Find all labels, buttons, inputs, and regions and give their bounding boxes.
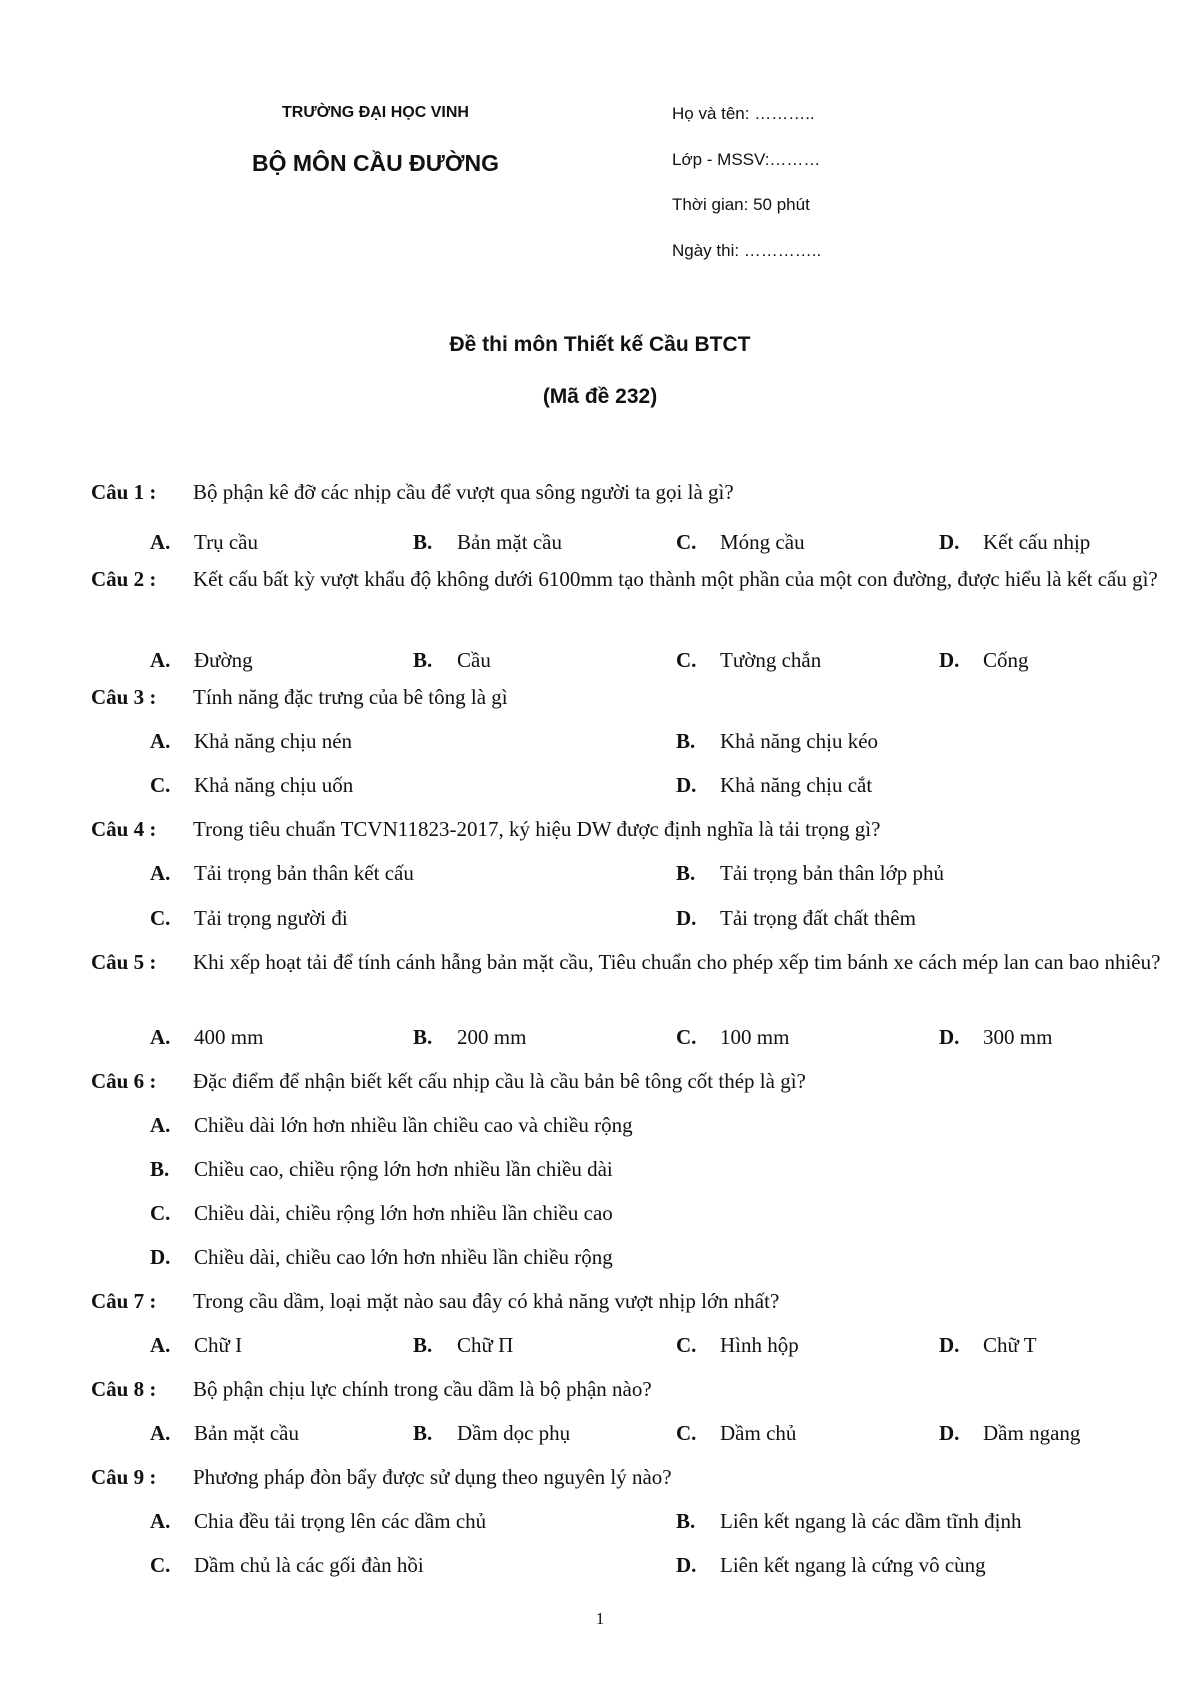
option-key: A.: [150, 861, 171, 885]
option-d: [676, 1550, 986, 1580]
question-text: Trong cầu dầm, loại mặt nào sau đây có khả năng vượt nhịp lớn nhất?: [193, 1289, 780, 1313]
exam-code: (Mã đề 232): [542, 385, 658, 408]
question-3: [91, 682, 1181, 712]
option-c: [150, 1198, 613, 1228]
question-text: Bộ phận chịu lực chính trong cầu dầm là bộ phận nào?: [193, 1377, 652, 1401]
option-a: [150, 1110, 633, 1140]
option-text: Tải trọng bản thân lớp phủ: [720, 861, 944, 885]
option-b: [413, 1022, 526, 1052]
option-text: Liên kết ngang là các dầm tĩnh định: [720, 1509, 1022, 1533]
option-text: Chia đều tải trọng lên các dầm chủ: [194, 1509, 487, 1533]
option-text: Khả năng chịu nén: [194, 729, 353, 753]
option-key: C.: [676, 1333, 697, 1357]
question-9: [91, 1462, 1181, 1492]
option-key: A.: [150, 1509, 171, 1533]
option-c: [676, 1330, 799, 1360]
option-text: Cầu: [457, 648, 491, 672]
question-1: [91, 477, 1181, 507]
option-a: [150, 1330, 242, 1360]
option-text: Chiều dài, chiều cao lớn hơn nhiều lần chiều rộng: [194, 1245, 613, 1269]
question-label: Câu 4 :: [91, 817, 157, 841]
option-text: Khả năng chịu cắt: [720, 773, 873, 797]
option-key: A.: [150, 729, 171, 753]
option-text: Chiều cao, chiều rộng lớn hơn nhiều lần chiều dài: [194, 1157, 613, 1181]
option-text: Đường: [194, 648, 253, 672]
option-key: C.: [150, 1201, 171, 1225]
option-text: Chữ I: [194, 1333, 243, 1357]
option-key: A.: [150, 1113, 171, 1137]
option-c: [150, 1550, 424, 1580]
option-a: [150, 645, 253, 675]
option-text: Tải trọng đất chất thêm: [720, 906, 916, 930]
option-c: [676, 527, 805, 557]
option-text: 200 mm: [457, 1025, 527, 1049]
option-text: Khả năng chịu kéo: [720, 729, 879, 753]
question-6: [91, 1066, 1181, 1096]
option-text: Chiều dài lớn hơn nhiều lần chiều cao và chiều rộng: [194, 1113, 633, 1137]
option-text: 400 mm: [194, 1025, 264, 1049]
option-a: [150, 858, 414, 888]
option-text: Dầm chủ là các gối đàn hồi: [194, 1553, 424, 1577]
option-d: [676, 770, 872, 800]
option-d: [939, 645, 1029, 675]
option-d: [939, 527, 1090, 557]
option-d: [939, 1330, 1037, 1360]
question-4: [91, 814, 1181, 844]
option-b: [413, 1418, 570, 1448]
option-key: D.: [150, 1245, 171, 1269]
option-text: Cống: [983, 648, 1029, 672]
option-text: Tường chắn: [720, 648, 822, 672]
option-c: [676, 1418, 796, 1448]
option-key: B.: [150, 1157, 170, 1181]
question-label: Câu 6 :: [91, 1069, 157, 1093]
question-text: Bộ phận kê đỡ các nhịp cầu để vượt qua sông người ta gọi là gì?: [193, 480, 734, 504]
question-text: Phương pháp đòn bẩy được sử dụng theo nguyên lý nào?: [193, 1465, 672, 1489]
option-text: Kết cấu nhịp: [983, 530, 1091, 554]
option-text: Bản mặt cầu: [457, 530, 562, 554]
question-label: Câu 8 :: [91, 1377, 157, 1401]
option-d: [676, 903, 916, 933]
question-label: Câu 5 :: [91, 950, 157, 974]
option-key: A.: [150, 530, 171, 554]
option-a: [150, 1418, 299, 1448]
option-d: [939, 1022, 1052, 1052]
option-b: [413, 527, 562, 557]
department-name: BỘ MÔN CẦU ĐƯỜNG: [252, 150, 499, 176]
option-a: [150, 726, 352, 756]
option-key: B.: [676, 861, 696, 885]
option-key: A.: [150, 1025, 171, 1049]
option-b: [676, 858, 944, 888]
option-key: D.: [939, 1025, 960, 1049]
question-text: Kết cấu bất kỳ vượt khẩu độ không dưới 6100mm tạo thành một phần của một con đường, được hiểu là kết cấu gì?: [193, 567, 1158, 591]
question-5: [91, 947, 1181, 977]
option-d: [150, 1242, 613, 1272]
option-text: Bản mặt cầu: [194, 1421, 299, 1445]
student-name-field: Họ và tên: ………..: [672, 104, 815, 123]
option-key: B.: [413, 1025, 433, 1049]
option-key: C.: [676, 1025, 697, 1049]
option-text: Khả năng chịu uốn: [194, 773, 354, 797]
option-key: C.: [150, 1553, 171, 1577]
option-d: [939, 1418, 1080, 1448]
question-label: Câu 3 :: [91, 685, 157, 709]
question-7: [91, 1286, 1181, 1316]
question-text: Tính năng đặc trưng của bê tông là gì: [193, 685, 508, 709]
exam-date-field: Ngày thi: …………..: [672, 241, 822, 260]
option-b: [413, 1330, 513, 1360]
option-a: [150, 527, 258, 557]
option-key: D.: [939, 1333, 960, 1357]
option-key: D.: [676, 773, 697, 797]
option-b: [676, 1506, 1022, 1536]
option-key: D.: [939, 648, 960, 672]
question-text: Đặc điểm để nhận biết kết cấu nhịp cầu là cầu bản bê tông cốt thép là gì?: [193, 1069, 806, 1093]
option-key: D.: [676, 1553, 697, 1577]
option-c: [676, 645, 821, 675]
option-text: Chiều dài, chiều rộng lớn hơn nhiều lần chiều cao: [194, 1201, 613, 1225]
option-b: [150, 1154, 613, 1184]
option-text: 100 mm: [720, 1025, 790, 1049]
class-id-field: Lớp - MSSV:………: [672, 150, 821, 169]
question-label: Câu 9 :: [91, 1465, 157, 1489]
option-text: Dầm dọc phụ: [457, 1421, 571, 1445]
option-key: C.: [150, 773, 171, 797]
option-key: B.: [676, 1509, 696, 1533]
option-key: C.: [676, 648, 697, 672]
option-key: A.: [150, 1333, 171, 1357]
option-text: Dầm ngang: [983, 1421, 1081, 1445]
option-key: C.: [676, 530, 697, 554]
option-key: D.: [939, 530, 960, 554]
option-key: D.: [939, 1421, 960, 1445]
option-text: Hình hộp: [720, 1333, 799, 1357]
option-c: [676, 1022, 789, 1052]
option-key: B.: [413, 1333, 433, 1357]
page-number: 1: [595, 1609, 605, 1628]
option-text: Chữ Π: [457, 1333, 514, 1357]
option-key: C.: [676, 1421, 697, 1445]
option-key: A.: [150, 648, 171, 672]
option-key: B.: [413, 530, 433, 554]
option-key: B.: [413, 1421, 433, 1445]
option-c: [150, 903, 348, 933]
option-text: Chữ T: [983, 1333, 1037, 1357]
question-text: Trong tiêu chuẩn TCVN11823-2017, ký hiệu DW được định nghĩa là tải trọng gì?: [193, 817, 881, 841]
option-text: Móng cầu: [720, 530, 805, 554]
question-2: [91, 564, 1181, 594]
option-text: Trụ cầu: [194, 530, 258, 554]
option-c: [150, 770, 353, 800]
school-name: TRƯỜNG ĐẠI HỌC VINH: [282, 104, 469, 121]
option-text: Tải trọng bản thân kết cấu: [194, 861, 414, 885]
question-label: Câu 7 :: [91, 1289, 157, 1313]
option-a: [150, 1506, 486, 1536]
option-key: D.: [676, 906, 697, 930]
option-text: Liên kết ngang là cứng vô cùng: [720, 1553, 986, 1577]
option-key: A.: [150, 1421, 171, 1445]
option-b: [413, 645, 491, 675]
option-key: B.: [676, 729, 696, 753]
option-b: [676, 726, 878, 756]
exam-duration: Thời gian: 50 phút: [672, 195, 810, 214]
option-text: Tải trọng người đi: [194, 906, 348, 930]
option-key: B.: [413, 648, 433, 672]
option-a: [150, 1022, 263, 1052]
option-key: C.: [150, 906, 171, 930]
question-label: Câu 2 :: [91, 567, 157, 591]
option-text: 300 mm: [983, 1025, 1053, 1049]
question-label: Câu 1 :: [91, 480, 157, 504]
option-text: Dầm chủ: [720, 1421, 797, 1445]
question-text: Khi xếp hoạt tải để tính cánh hẫng bản mặt cầu, Tiêu chuẩn cho phép xếp tim bánh xe cách mép lan can bao nhiêu?: [193, 950, 1161, 974]
question-8: [91, 1374, 1181, 1404]
exam-title: Đề thi môn Thiết kế Cầu BTCT: [449, 333, 751, 356]
